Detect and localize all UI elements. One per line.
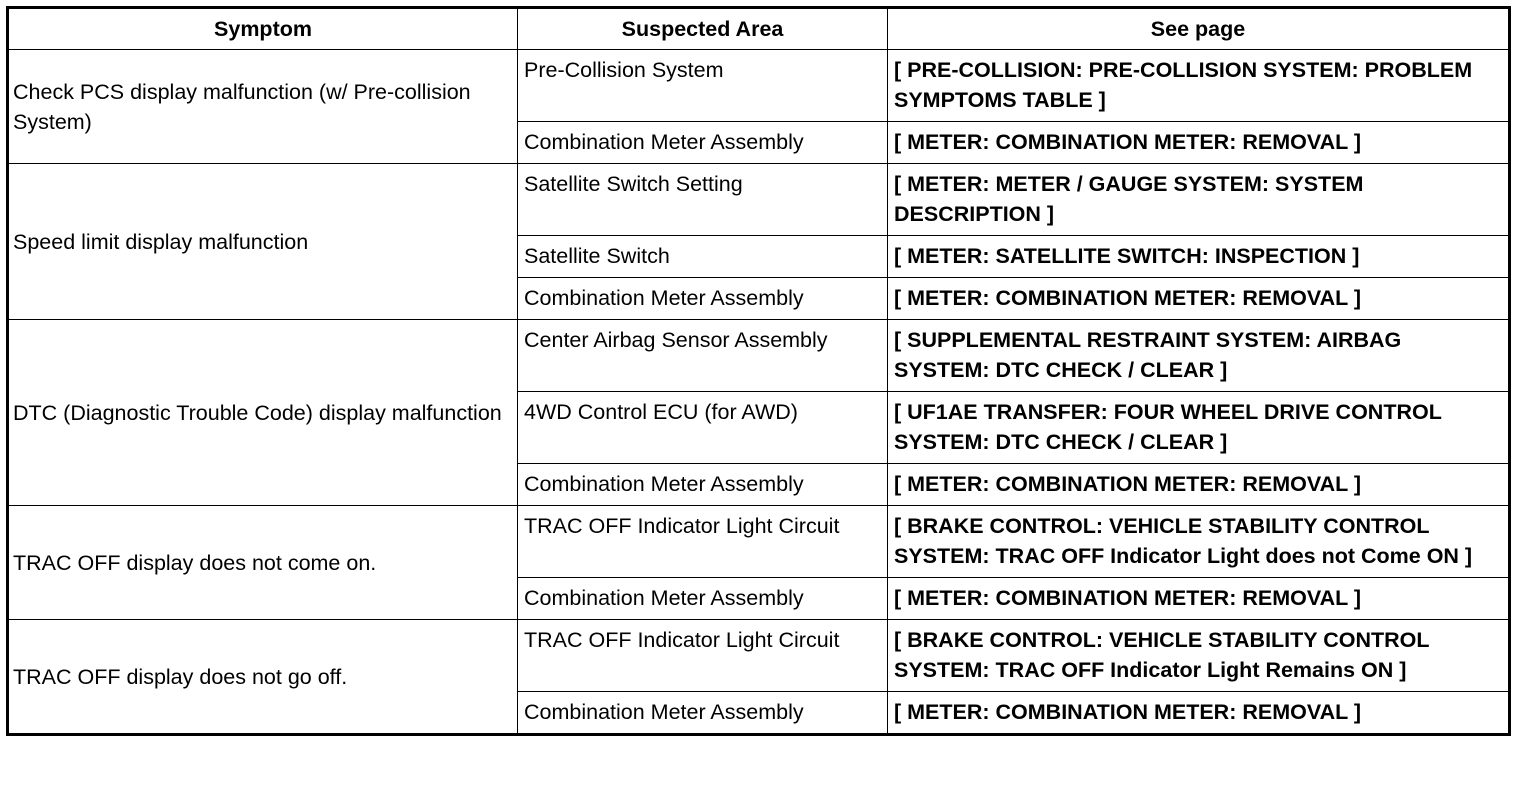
header-symptom: Symptom (8, 8, 518, 50)
suspected-area-cell: Combination Meter Assembly (518, 692, 888, 735)
see-page-cell: [ UF1AE TRANSFER: FOUR WHEEL DRIVE CONTROL SYSTEM: DTC CHECK / CLEAR ] (888, 392, 1510, 464)
table-row (8, 506, 1510, 578)
see-page-cell: [ SUPPLEMENTAL RESTRAINT SYSTEM: AIRBAG SYSTEM: DTC CHECK / CLEAR ] (888, 320, 1510, 392)
suspected-area-cell: 4WD Control ECU (for AWD) (518, 392, 888, 464)
see-page-cell: [ METER: COMBINATION METER: REMOVAL ] (888, 122, 1510, 164)
symptom-cell: DTC (Diagnostic Trouble Code) display malfunction (8, 320, 518, 506)
suspected-area-cell: Center Airbag Sensor Assembly (518, 320, 888, 392)
see-page-cell: [ PRE-COLLISION: PRE-COLLISION SYSTEM: PROBLEM SYMPTOMS TABLE ] (888, 50, 1510, 122)
see-page-cell: [ METER: COMBINATION METER: REMOVAL ] (888, 692, 1510, 735)
symptom-cell: TRAC OFF display does not go off. (8, 620, 518, 735)
suspected-area-cell: Combination Meter Assembly (518, 578, 888, 620)
suspected-area-cell: TRAC OFF Indicator Light Circuit (518, 620, 888, 692)
see-page-cell: [ METER: COMBINATION METER: REMOVAL ] (888, 578, 1510, 620)
symptom-cell: Check PCS display malfunction (w/ Pre-collision System) (8, 50, 518, 164)
see-page-cell: [ METER: METER / GAUGE SYSTEM: SYSTEM DESCRIPTION ] (888, 164, 1510, 236)
suspected-area-cell: TRAC OFF Indicator Light Circuit (518, 506, 888, 578)
see-page-cell: [ BRAKE CONTROL: VEHICLE STABILITY CONTROL SYSTEM: TRAC OFF Indicator Light Remains ON ] (888, 620, 1510, 692)
suspected-area-cell: Pre-Collision System (518, 50, 888, 122)
suspected-area-cell: Satellite Switch (518, 236, 888, 278)
table-row (8, 620, 1510, 692)
suspected-area-cell: Combination Meter Assembly (518, 122, 888, 164)
see-page-cell: [ METER: SATELLITE SWITCH: INSPECTION ] (888, 236, 1510, 278)
suspected-area-cell: Satellite Switch Setting (518, 164, 888, 236)
see-page-cell: [ METER: COMBINATION METER: REMOVAL ] (888, 464, 1510, 506)
header-see-page: See page (888, 8, 1510, 50)
table-row (8, 50, 1510, 122)
symptom-cell: Speed limit display malfunction (8, 164, 518, 320)
see-page-cell: [ METER: COMBINATION METER: REMOVAL ] (888, 278, 1510, 320)
symptom-table-container (6, 6, 1508, 736)
suspected-area-cell: Combination Meter Assembly (518, 278, 888, 320)
header-row (8, 8, 1510, 50)
header-suspected-area: Suspected Area (518, 8, 888, 50)
see-page-cell: [ BRAKE CONTROL: VEHICLE STABILITY CONTROL SYSTEM: TRAC OFF Indicator Light does not Come ON ] (888, 506, 1510, 578)
table-row (8, 320, 1510, 392)
problem-symptoms-table (6, 6, 1511, 736)
table-row (8, 164, 1510, 236)
suspected-area-cell: Combination Meter Assembly (518, 464, 888, 506)
symptom-cell: TRAC OFF display does not come on. (8, 506, 518, 620)
